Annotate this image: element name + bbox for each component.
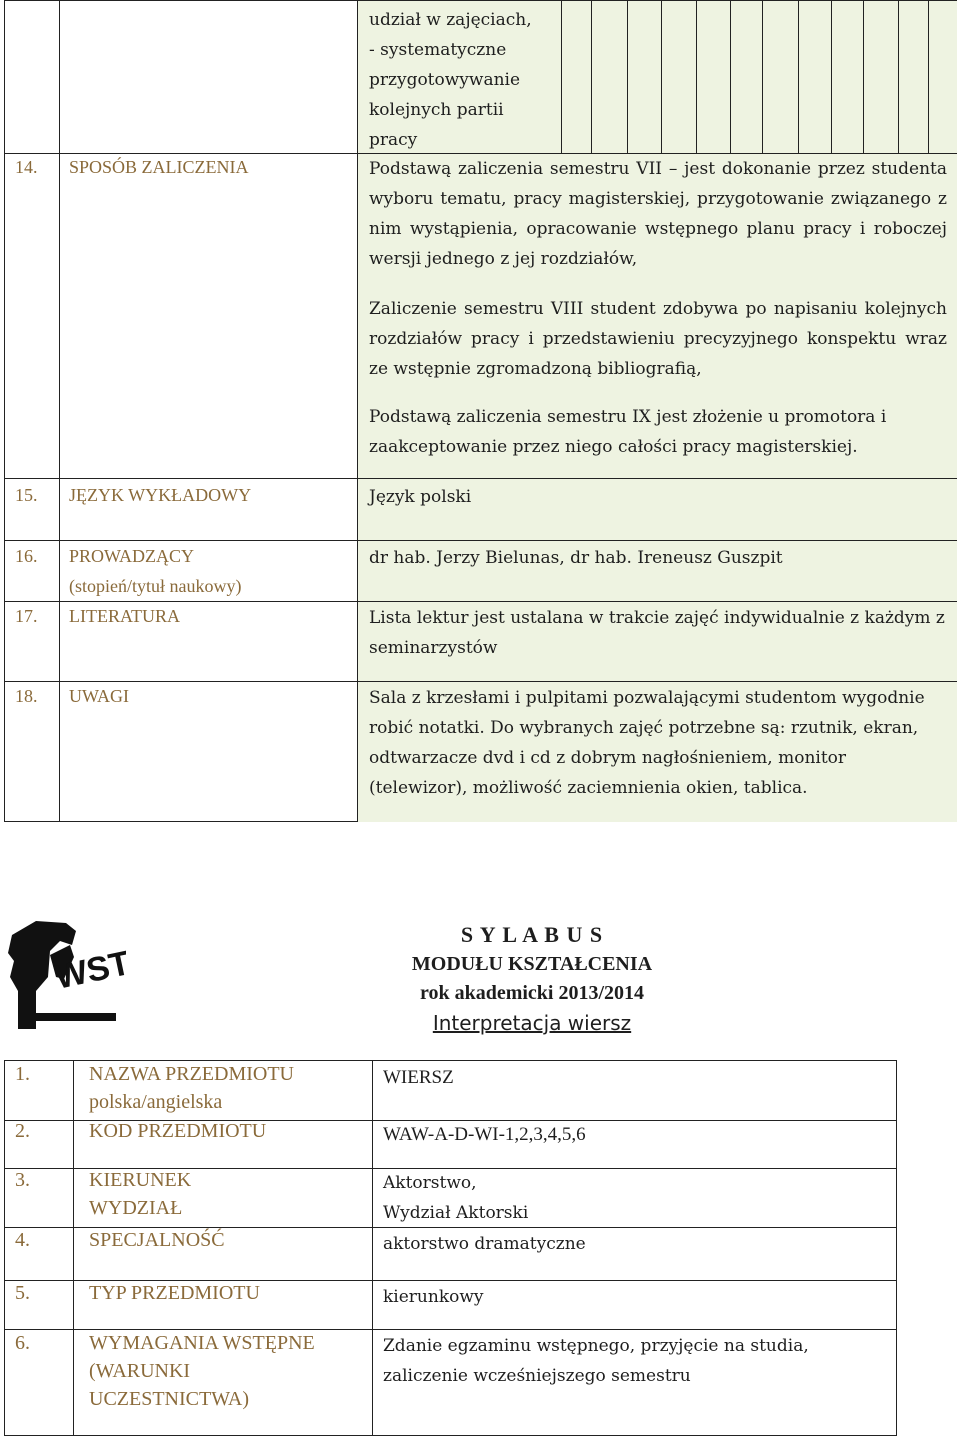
subject-code-value: WAW-A-D-WI-1,2,3,4,5,6	[383, 1124, 586, 1145]
grid-line	[696, 1, 697, 153]
instructor-value: dr hab. Jerzy Bielunas, dr hab. Ireneusz Guszpit	[369, 548, 783, 568]
row-label-language: JĘZYK WYKŁADOWY	[69, 485, 252, 505]
row-label-prerequisites-sub2: UCZESTNICTWA)	[89, 1388, 249, 1410]
row-divider	[5, 478, 957, 479]
column-divider	[73, 1061, 74, 1435]
row-label-specialization: SPECJALNOŚĆ	[89, 1229, 225, 1251]
row-number: 15.	[15, 485, 38, 505]
row13-requirements	[369, 5, 559, 155]
column-divider	[59, 1, 60, 822]
svg-text:WST: WST	[51, 943, 126, 997]
literature-value: Lista lektur jest ustalana w trakcie zajęć indywidualnie z każdym z seminarzystów	[369, 608, 945, 658]
row13-line: przygotowywanie	[369, 70, 521, 90]
row-label-remarks: UWAGI	[69, 686, 129, 706]
field-value: Aktorstwo,	[383, 1173, 477, 1193]
grid-line	[591, 1, 592, 153]
row-label-prerequisites: WYMAGANIA WSTĘPNE	[89, 1332, 315, 1354]
row-label-subject-name-sub: polska/angielska	[89, 1091, 223, 1113]
syllabus-title: S Y L A B U S	[460, 922, 604, 947]
assessment-paragraph-1: Podstawą zaliczenia semestru VII – jest dokonanie przez studenta wyboru tematu, pracy magisterskiej, przygotowanie związanego z nim wystąpienia, opracowanie wstępnego planu pracy i roboczej wersji jednego z jej rozdziałów,	[369, 159, 947, 269]
row-label-faculty: WYDZIAŁ	[89, 1197, 183, 1219]
remarks-value: Sala z krzesłami i pulpitami pozwalającymi studentom wygodnie robić notatki. Do wybranych zajęć potrzebne są: rzutnik, ekran, odtwarzacze dvd i cd z dobrym nagłośnieniem, monitor (telewizor), możliwość zaciemnienia okien, tablica.	[369, 688, 925, 798]
row-label-prerequisites-sub: (WARUNKI	[89, 1360, 191, 1382]
grid-line	[561, 1, 562, 153]
row-number: 4.	[15, 1229, 30, 1251]
row-number: 6.	[15, 1332, 30, 1354]
row-divider	[5, 540, 957, 541]
row-label-instructor-sub: (stopień/tytuł naukowy)	[69, 576, 242, 596]
row-number: 17.	[15, 606, 38, 626]
row-label-assessment: SPOSÓB ZALICZENIA	[69, 157, 249, 177]
syllabus-subtitle: MODUŁU KSZTAŁCENIA	[411, 953, 653, 975]
grid-line	[863, 1, 864, 153]
syllabus-table-continued	[4, 0, 957, 822]
row-label-subject-type: TYP PRZEDMIOTU	[89, 1282, 260, 1304]
academic-year: rok akademicki 2013/2014	[419, 982, 645, 1004]
grid-line	[898, 1, 899, 153]
row-number: 3.	[15, 1169, 30, 1191]
row-number: 16.	[15, 546, 38, 566]
subject-name-value: WIERSZ	[383, 1067, 454, 1088]
grid-line	[661, 1, 662, 153]
row-number: 14.	[15, 157, 38, 177]
row-label-literature: LITERATURA	[69, 606, 180, 626]
specialization-value: aktorstwo dramatyczne	[383, 1234, 586, 1254]
row-number: 18.	[15, 686, 38, 706]
row-label-subject-name: NAZWA PRZEDMIOTU	[89, 1063, 294, 1085]
subject-type-value: kierunkowy	[383, 1287, 484, 1307]
syllabus-info-table	[4, 1060, 897, 1436]
row-divider	[5, 1280, 897, 1281]
grid-line	[831, 1, 832, 153]
row13-line: - systematyczne	[369, 40, 507, 60]
row13-line: kolejnych partii	[369, 100, 504, 120]
course-name: Interpretacja wiersz	[432, 1011, 632, 1035]
assessment-paragraph-2: Zaliczenie semestru VIII student zdobywa po napisaniu kolejnych rozdziałów pracy i przedstawieniu precyzyjnego konspektu wraz ze wstępnie zgromadzoną bibliografią,	[369, 299, 947, 379]
grid-line	[627, 1, 628, 153]
assessment-paragraph-3: Podstawą zaliczenia semestru IX jest złożenie u promotora i zaakceptowanie przez niego całości pracy magisterskiej.	[369, 407, 887, 457]
column-divider	[357, 1, 358, 822]
row-label-field: KIERUNEK	[89, 1169, 192, 1191]
column-divider	[372, 1061, 373, 1435]
grid-line	[730, 1, 731, 153]
grid-line	[928, 1, 929, 153]
grid-line	[762, 1, 763, 153]
row13-line: udział w zajęciach,	[369, 10, 532, 30]
faculty-value: Wydział Aktorski	[383, 1203, 529, 1223]
row13-line: pracy	[369, 130, 418, 150]
row-label-instructor: PROWADZĄCY	[69, 546, 195, 566]
row-divider	[5, 1329, 897, 1330]
grid-line	[798, 1, 799, 153]
row-number: 2.	[15, 1120, 30, 1142]
language-value: Język polski	[369, 487, 472, 507]
row-label-subject-code: KOD PRZEDMIOTU	[89, 1120, 267, 1142]
row-divider	[5, 681, 957, 682]
row-number: 1.	[15, 1063, 30, 1085]
row-divider	[5, 601, 957, 602]
row-number: 5.	[15, 1282, 30, 1304]
prerequisites-value: Zdanie egzaminu wstępnego, przyjęcie na studia, zaliczenie wcześniejszego semestru	[383, 1336, 809, 1386]
